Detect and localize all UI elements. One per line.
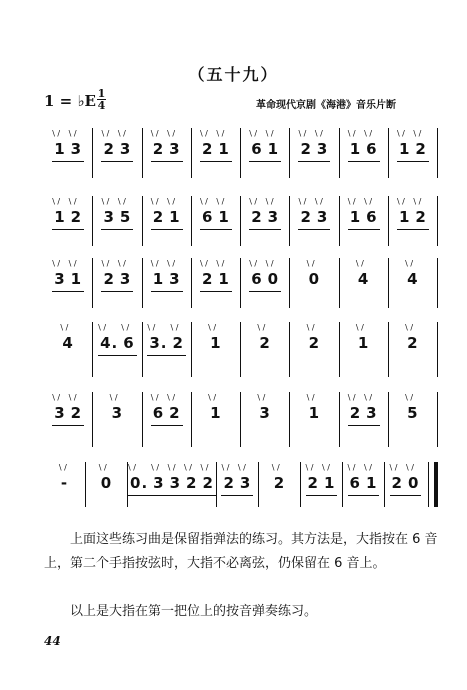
bar-line	[437, 322, 438, 377]
note-group	[272, 474, 287, 495]
staff-row	[44, 196, 438, 246]
note: \ / 1	[324, 474, 335, 492]
note: \ / 1	[268, 140, 279, 158]
measure	[44, 322, 92, 377]
note: \ / 4.	[100, 334, 118, 352]
note-group	[128, 474, 216, 496]
note-group	[200, 140, 232, 162]
note: \ / 2	[407, 334, 418, 352]
note: \ / 6	[366, 208, 377, 226]
paragraph-1: 上面这些练习曲是保留指弹法的练习。其方法是，大指按在 6 音上，第二个手指按弦时，大指不必离弦，仍保留在 6 音上。	[44, 532, 438, 571]
bar-line	[437, 128, 438, 178]
note: \ / 2	[251, 208, 262, 226]
measure	[241, 128, 289, 178]
note: \ / 5	[407, 404, 418, 422]
note: \ / 2	[300, 208, 311, 226]
note: \ / 2	[274, 474, 285, 492]
source-credit: 革命现代京剧《海港》音乐片断	[256, 100, 396, 111]
measure	[192, 392, 240, 447]
note: \ / 4	[62, 334, 73, 352]
measure	[128, 462, 216, 507]
note-group	[298, 140, 330, 162]
measure	[241, 322, 289, 377]
measure	[241, 196, 289, 246]
note: \ / 2	[71, 208, 82, 226]
measure	[86, 462, 127, 507]
note: \ / 6	[153, 404, 164, 422]
note: \ / 6	[202, 208, 213, 226]
note: \ / 3	[240, 474, 251, 492]
note: \ / 6	[251, 270, 262, 288]
note: \ / 0	[309, 270, 320, 288]
note-group	[397, 208, 429, 230]
time-signature-bottom: 4	[97, 99, 106, 112]
note: \ / 2	[309, 334, 320, 352]
note: \ / 2	[415, 140, 426, 158]
measure	[389, 322, 437, 377]
note-group	[257, 334, 272, 355]
note: \ / 1	[54, 208, 65, 226]
measure	[44, 392, 92, 447]
note-group	[405, 270, 420, 291]
piece-title: （五十九）	[188, 65, 279, 84]
measure	[93, 196, 141, 246]
note: \ / 3	[170, 474, 181, 492]
measure	[143, 322, 191, 377]
note: \ / 2	[415, 208, 426, 226]
note: \ / 2	[153, 208, 164, 226]
note-group	[101, 140, 133, 162]
measure	[340, 322, 388, 377]
note-group	[405, 404, 420, 425]
note-group	[348, 404, 380, 426]
staff-row	[44, 258, 438, 308]
note: \ / 3	[268, 208, 279, 226]
note: \ / 0	[101, 474, 112, 492]
note: \ / 1	[350, 140, 361, 158]
note: \ / 2	[103, 270, 114, 288]
note: \ / 2	[392, 474, 403, 492]
measure	[192, 258, 240, 308]
note: \ / 1	[218, 140, 229, 158]
note: \ / 1	[210, 404, 221, 422]
note: \ / 6	[366, 140, 377, 158]
note: \ / 1	[153, 270, 164, 288]
note-group	[60, 334, 75, 355]
measure	[192, 128, 240, 178]
note: \ / 3	[366, 404, 377, 422]
note-group	[99, 474, 114, 495]
measure	[241, 258, 289, 308]
measure	[192, 322, 240, 377]
measure	[241, 392, 289, 447]
measure	[44, 258, 92, 308]
note-group	[52, 404, 84, 426]
note-group	[397, 140, 429, 162]
note-group	[52, 270, 84, 292]
note-group	[110, 404, 125, 425]
staff-row	[44, 322, 438, 377]
measure	[44, 196, 92, 246]
note-group	[356, 270, 371, 291]
note-group	[348, 474, 380, 496]
note: \ / 2	[71, 404, 82, 422]
note-group	[249, 208, 281, 230]
note-group	[151, 404, 183, 426]
note: \ / 3	[54, 270, 65, 288]
measure	[93, 322, 141, 377]
note-group	[59, 474, 70, 495]
measure	[389, 258, 437, 308]
note-group	[307, 334, 322, 355]
note: \ / 1	[218, 270, 229, 288]
note-group	[151, 140, 183, 162]
note: \ / 3	[317, 140, 328, 158]
note: \ / 0.	[130, 474, 148, 492]
note: \ / 3	[120, 270, 131, 288]
note-group	[348, 208, 380, 230]
note: \ / 0	[408, 474, 419, 492]
note-group	[147, 334, 186, 356]
staff-row	[44, 128, 438, 178]
staff-row	[44, 392, 438, 447]
key-signature: 1 = ♭E	[44, 92, 96, 110]
measure	[259, 462, 300, 507]
bar-line	[437, 196, 438, 246]
measure	[389, 196, 437, 246]
note: \ / 2	[202, 474, 213, 492]
note-group	[200, 270, 232, 292]
note: \ / 6	[251, 140, 262, 158]
note: \ / 6	[123, 334, 134, 352]
note-group	[390, 474, 422, 496]
note: \ / 1	[54, 140, 65, 158]
note: \ / 1	[210, 334, 221, 352]
note: \ / 6	[350, 474, 361, 492]
note: \ / 2	[259, 334, 270, 352]
measure	[143, 392, 191, 447]
note: \ / 1	[366, 474, 377, 492]
note: \ / 2	[153, 140, 164, 158]
bar-line	[437, 392, 438, 447]
measure	[340, 128, 388, 178]
note-group	[200, 208, 232, 230]
note: \ / 4	[358, 270, 369, 288]
note-group	[221, 474, 253, 496]
note: \ / 2	[350, 404, 361, 422]
note: \ / 2	[172, 334, 183, 352]
note: \ / 2	[308, 474, 319, 492]
note: \ / 2	[186, 474, 197, 492]
measure	[93, 128, 141, 178]
measure	[143, 196, 191, 246]
note-group	[52, 208, 84, 230]
measure	[389, 392, 437, 447]
note-group	[306, 474, 338, 496]
note: \ / 3	[120, 140, 131, 158]
measure	[217, 462, 258, 507]
note: \ / 1	[399, 208, 410, 226]
note: \ / 2	[300, 140, 311, 158]
note-group	[208, 404, 223, 425]
measure	[290, 392, 338, 447]
note: \ / 3.	[149, 334, 167, 352]
bar-line	[437, 258, 438, 308]
note: \ / 2	[223, 474, 234, 492]
note: \ / 5	[120, 208, 131, 226]
note-group	[101, 270, 133, 292]
measure	[290, 128, 338, 178]
note: \ / 1	[169, 208, 180, 226]
bar-line	[428, 462, 438, 507]
note-group	[151, 270, 183, 292]
note: \ / 1	[309, 404, 320, 422]
measure	[385, 462, 426, 507]
measure	[389, 128, 437, 178]
note: \ / 3	[71, 140, 82, 158]
note: \ / 3	[317, 208, 328, 226]
note: \ / 3	[153, 474, 164, 492]
note-group	[208, 334, 223, 355]
note: \ / 2	[169, 404, 180, 422]
note: \ / -	[61, 474, 68, 492]
note-group	[101, 208, 133, 230]
measure	[340, 196, 388, 246]
measure	[290, 322, 338, 377]
measure	[340, 392, 388, 447]
note-group	[348, 140, 380, 162]
note: \ / 3	[103, 208, 114, 226]
note-group	[52, 140, 84, 162]
measure	[44, 128, 92, 178]
measure	[343, 462, 384, 507]
paragraph-2: 以上是大指在第一把位上的按音弹奏练习。	[70, 604, 318, 619]
note-group	[249, 270, 281, 292]
note: \ / 3	[169, 270, 180, 288]
note: \ / 4	[407, 270, 418, 288]
staff-row	[44, 462, 438, 507]
note-group	[257, 404, 272, 425]
measure	[93, 392, 141, 447]
time-signature-top: 1	[97, 87, 106, 100]
note-group	[298, 208, 330, 230]
note: \ / 3	[54, 404, 65, 422]
page-number: 44	[44, 634, 61, 648]
measure	[290, 196, 338, 246]
note: \ / 3	[112, 404, 123, 422]
note: \ / 1	[399, 140, 410, 158]
measure	[93, 258, 141, 308]
note-group	[307, 404, 322, 425]
note: \ / 3	[169, 140, 180, 158]
note-group	[356, 334, 371, 355]
note-group	[405, 334, 420, 355]
measure	[143, 258, 191, 308]
note: \ / 1	[358, 334, 369, 352]
note: \ / 1	[218, 208, 229, 226]
note: \ / 2	[202, 270, 213, 288]
measure	[44, 462, 85, 507]
measure	[301, 462, 342, 507]
note: \ / 2	[103, 140, 114, 158]
measure	[143, 128, 191, 178]
note-group	[307, 270, 322, 291]
note-group	[249, 140, 281, 162]
measure	[290, 258, 338, 308]
note-group	[151, 208, 183, 230]
note: \ / 2	[202, 140, 213, 158]
time-signature	[97, 88, 106, 111]
note: \ / 0	[268, 270, 279, 288]
note: \ / 3	[259, 404, 270, 422]
measure	[192, 196, 240, 246]
note: \ / 1	[350, 208, 361, 226]
measure	[340, 258, 388, 308]
note-group	[98, 334, 137, 356]
note: \ / 1	[71, 270, 82, 288]
